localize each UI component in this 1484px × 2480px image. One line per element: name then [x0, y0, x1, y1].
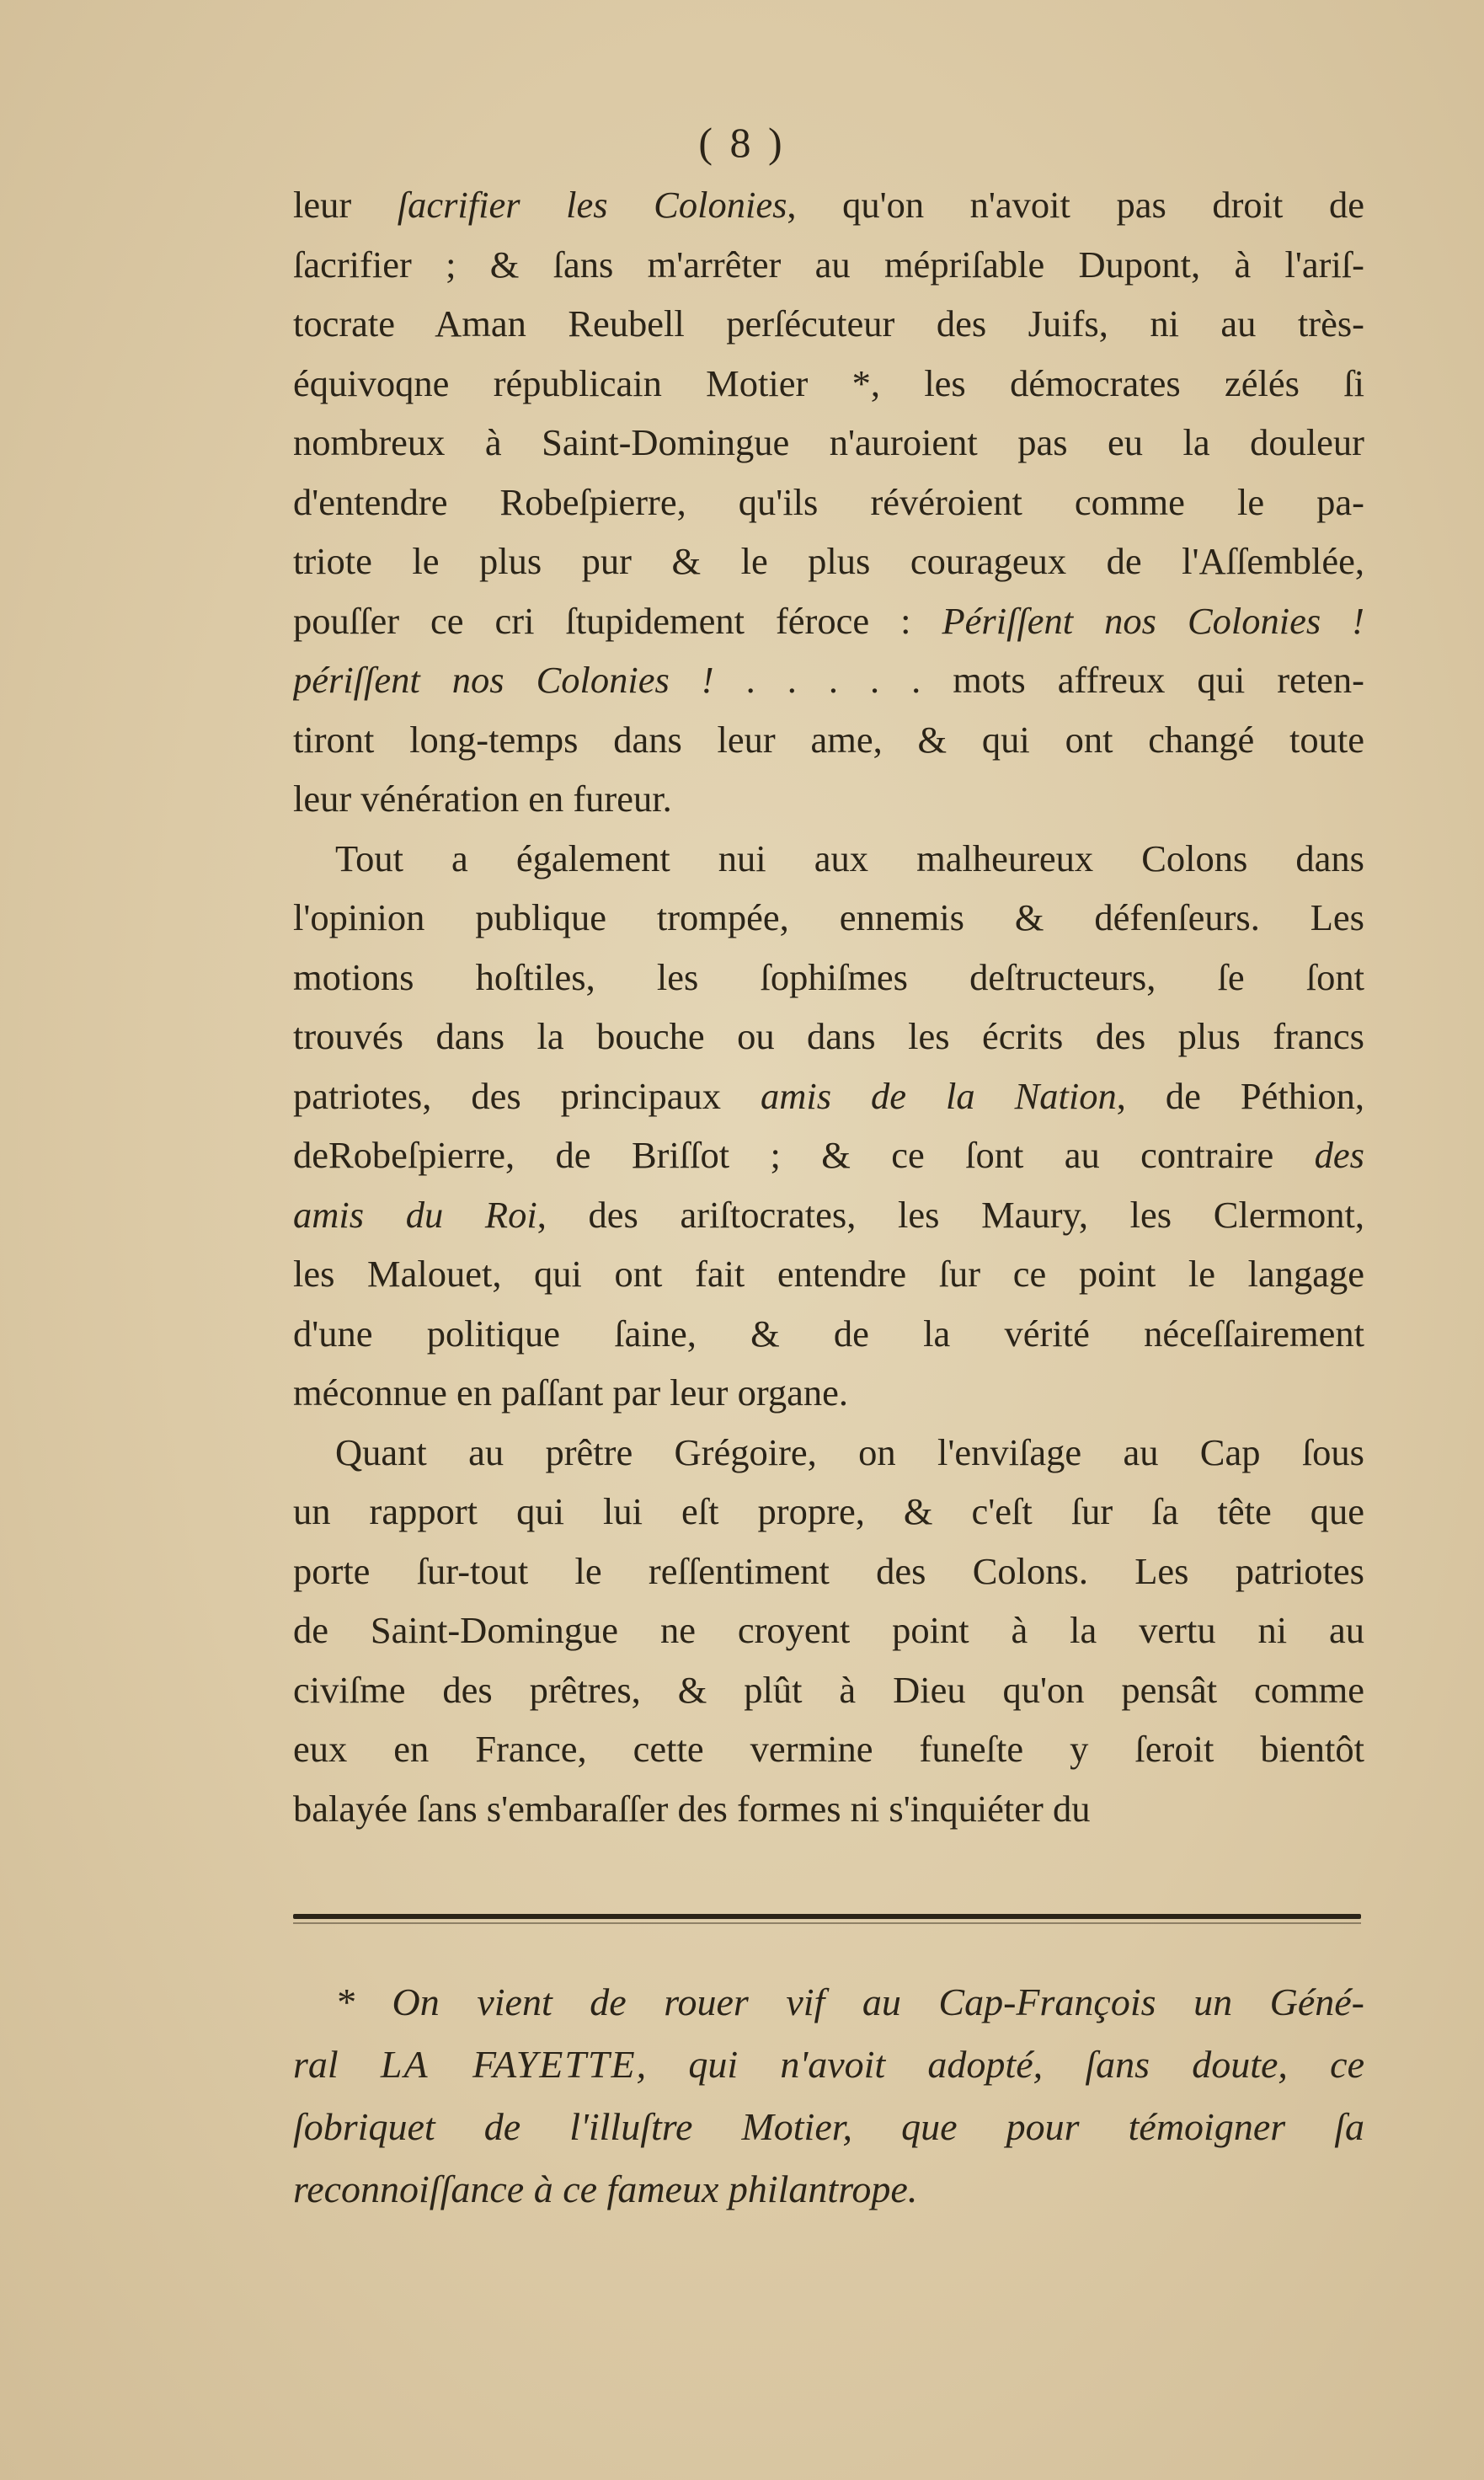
body-text-segment: , qu'on n'avoit pas droit de — [787, 184, 1364, 226]
body-text-segment: , des ariſtocrates, les Maury, les Clermont, — [536, 1193, 1364, 1236]
body-text-segment: eux en France, cette vermine funeſte y ſeroit bientôt — [293, 1728, 1364, 1770]
body-text-segment: porte ſur-tout le reſſentiment des Colons. Les patriotes — [293, 1549, 1364, 1592]
body-text-segment: triote le plus pur & le plus courageux de l'Aſſemblée, — [293, 540, 1364, 582]
body-text-segment: deRobeſpierre, de Briſſot ; & ce ſont au contraire — [293, 1134, 1315, 1176]
body-line — [293, 294, 1364, 354]
footnote-line — [293, 1971, 1364, 2034]
body-text-segment: amis du Roi — [293, 1193, 537, 1236]
body-text-segment: leur vénération en fureur. — [293, 778, 672, 820]
body-text-segment: Tout a également nui aux malheureux Colons dans — [335, 836, 1364, 879]
body-text-segment: tocrate Aman Reubell perſécuteur des Juifs, ni au très- — [293, 302, 1364, 345]
body-text-segment: leur — [293, 184, 398, 226]
body-line — [293, 888, 1364, 948]
body-text-segment: , de Péthion, — [1116, 1074, 1364, 1117]
body-line — [293, 1007, 1364, 1066]
body-line — [293, 1304, 1364, 1364]
body-line — [293, 1185, 1364, 1245]
body-line — [293, 1660, 1364, 1720]
footnote-rule-thin — [293, 1922, 1361, 1924]
body-text-segment: ſacrifier les Colonies — [397, 184, 787, 226]
body-text-segment: un rapport qui lui eſt propre, & c'eſt ſur ſa tête que — [293, 1490, 1364, 1532]
body-line — [293, 1066, 1364, 1126]
body-text-segment: patriotes, des principaux — [293, 1074, 761, 1117]
footnote-text-segment: ral — [293, 2043, 381, 2086]
body-text-segment: ſacrifier ; & ſans m'arrêter au mépriſable Dupont, à l'ariſ- — [293, 243, 1364, 286]
footnote-line — [293, 2096, 1364, 2158]
body-line — [293, 1719, 1364, 1779]
body-text-segment: civiſme des prêtres, & plût à Dieu qu'on pensât comme — [293, 1668, 1364, 1711]
footnote-line — [293, 2034, 1364, 2096]
footnote-text-segment: * On vient de rouer vif au Cap-François un Géné- — [335, 1980, 1364, 2023]
body-line — [293, 1244, 1364, 1304]
body-line — [293, 769, 1364, 829]
body-text-segment: balayée ſans s'embaraſſer des formes ni s'inquiéter du — [293, 1787, 1091, 1830]
page-number: ( 8 ) — [698, 119, 786, 166]
footnote-line — [293, 2158, 1364, 2221]
body-text-segment: pouſſer ce cri ſtupidement féroce : — [293, 599, 942, 642]
body-line — [293, 473, 1364, 532]
body-line — [293, 650, 1364, 710]
footnote — [293, 1971, 1364, 2221]
footnote-text-segment: reconnoiſſance à ce fameux philantrope. — [293, 2167, 918, 2210]
body-text-segment: les Malouet, qui ont fait entendre ſur ce point le langage — [293, 1253, 1364, 1295]
body-text-segment: méconnue en paſſant par leur organe. — [293, 1371, 848, 1414]
footnote-text-segment: ſobriquet de l'illuſtre Motier, que pour témoigner ſa — [293, 2105, 1364, 2148]
body-text-segment: tiront long-temps dans leur ame, & qui ont changé toute — [293, 718, 1364, 761]
body-line — [293, 710, 1364, 770]
body-text-segment: amis de la Nation — [760, 1074, 1117, 1117]
body-line — [293, 948, 1364, 1008]
body-text-segment: des — [1314, 1134, 1364, 1176]
body-line — [293, 829, 1364, 889]
body-text — [293, 175, 1364, 1838]
body-line — [293, 1542, 1364, 1601]
body-text-segment: de Saint-Domingue ne croyent point à la vertu ni au — [293, 1609, 1364, 1651]
body-text-segment: d'une politique ſaine, & de la vérité néceſſairement — [293, 1312, 1364, 1355]
body-line — [293, 1482, 1364, 1542]
body-text-segment: . . . . . mots affreux qui reten- — [713, 659, 1364, 701]
body-line — [293, 235, 1364, 295]
body-line — [293, 532, 1364, 591]
body-line — [293, 1363, 1364, 1423]
body-line — [293, 1423, 1364, 1483]
footnote-text-segment: LA FAYETTE — [380, 2043, 637, 2086]
body-text-segment: l'opinion publique trompée, ennemis & défenſeurs. Les — [293, 896, 1364, 938]
footnote-text-segment: , qui n'avoit adopté, ſans doute, ce — [636, 2043, 1364, 2086]
body-text-segment: nombreux à Saint-Domingue n'auroient pas eu la douleur — [293, 421, 1364, 463]
body-text-segment: équivoqne républicain Motier *, les démocrates zélés ſi — [293, 361, 1364, 404]
body-line — [293, 354, 1364, 414]
body-text-segment: périſſent nos Colonies ! — [293, 659, 714, 701]
body-text-segment: trouvés dans la bouche ou dans les écrits des plus francs — [293, 1015, 1364, 1057]
body-text-segment: d'entendre Robeſpierre, qu'ils révéroient comme le pa- — [293, 480, 1364, 523]
body-line — [293, 1601, 1364, 1660]
body-text-segment: Périſſent nos Colonies ! — [942, 599, 1364, 642]
body-text-segment: motions hoſtiles, les ſophiſmes deſtructeurs, ſe ſont — [293, 955, 1364, 998]
body-line — [293, 175, 1364, 235]
body-line — [293, 591, 1364, 651]
body-line — [293, 1779, 1364, 1839]
footnote-rule — [293, 1914, 1361, 1919]
body-line — [293, 413, 1364, 473]
body-text-segment: Quant au prêtre Grégoire, on l'enviſage au Cap ſous — [335, 1430, 1364, 1473]
body-line — [293, 1125, 1364, 1185]
